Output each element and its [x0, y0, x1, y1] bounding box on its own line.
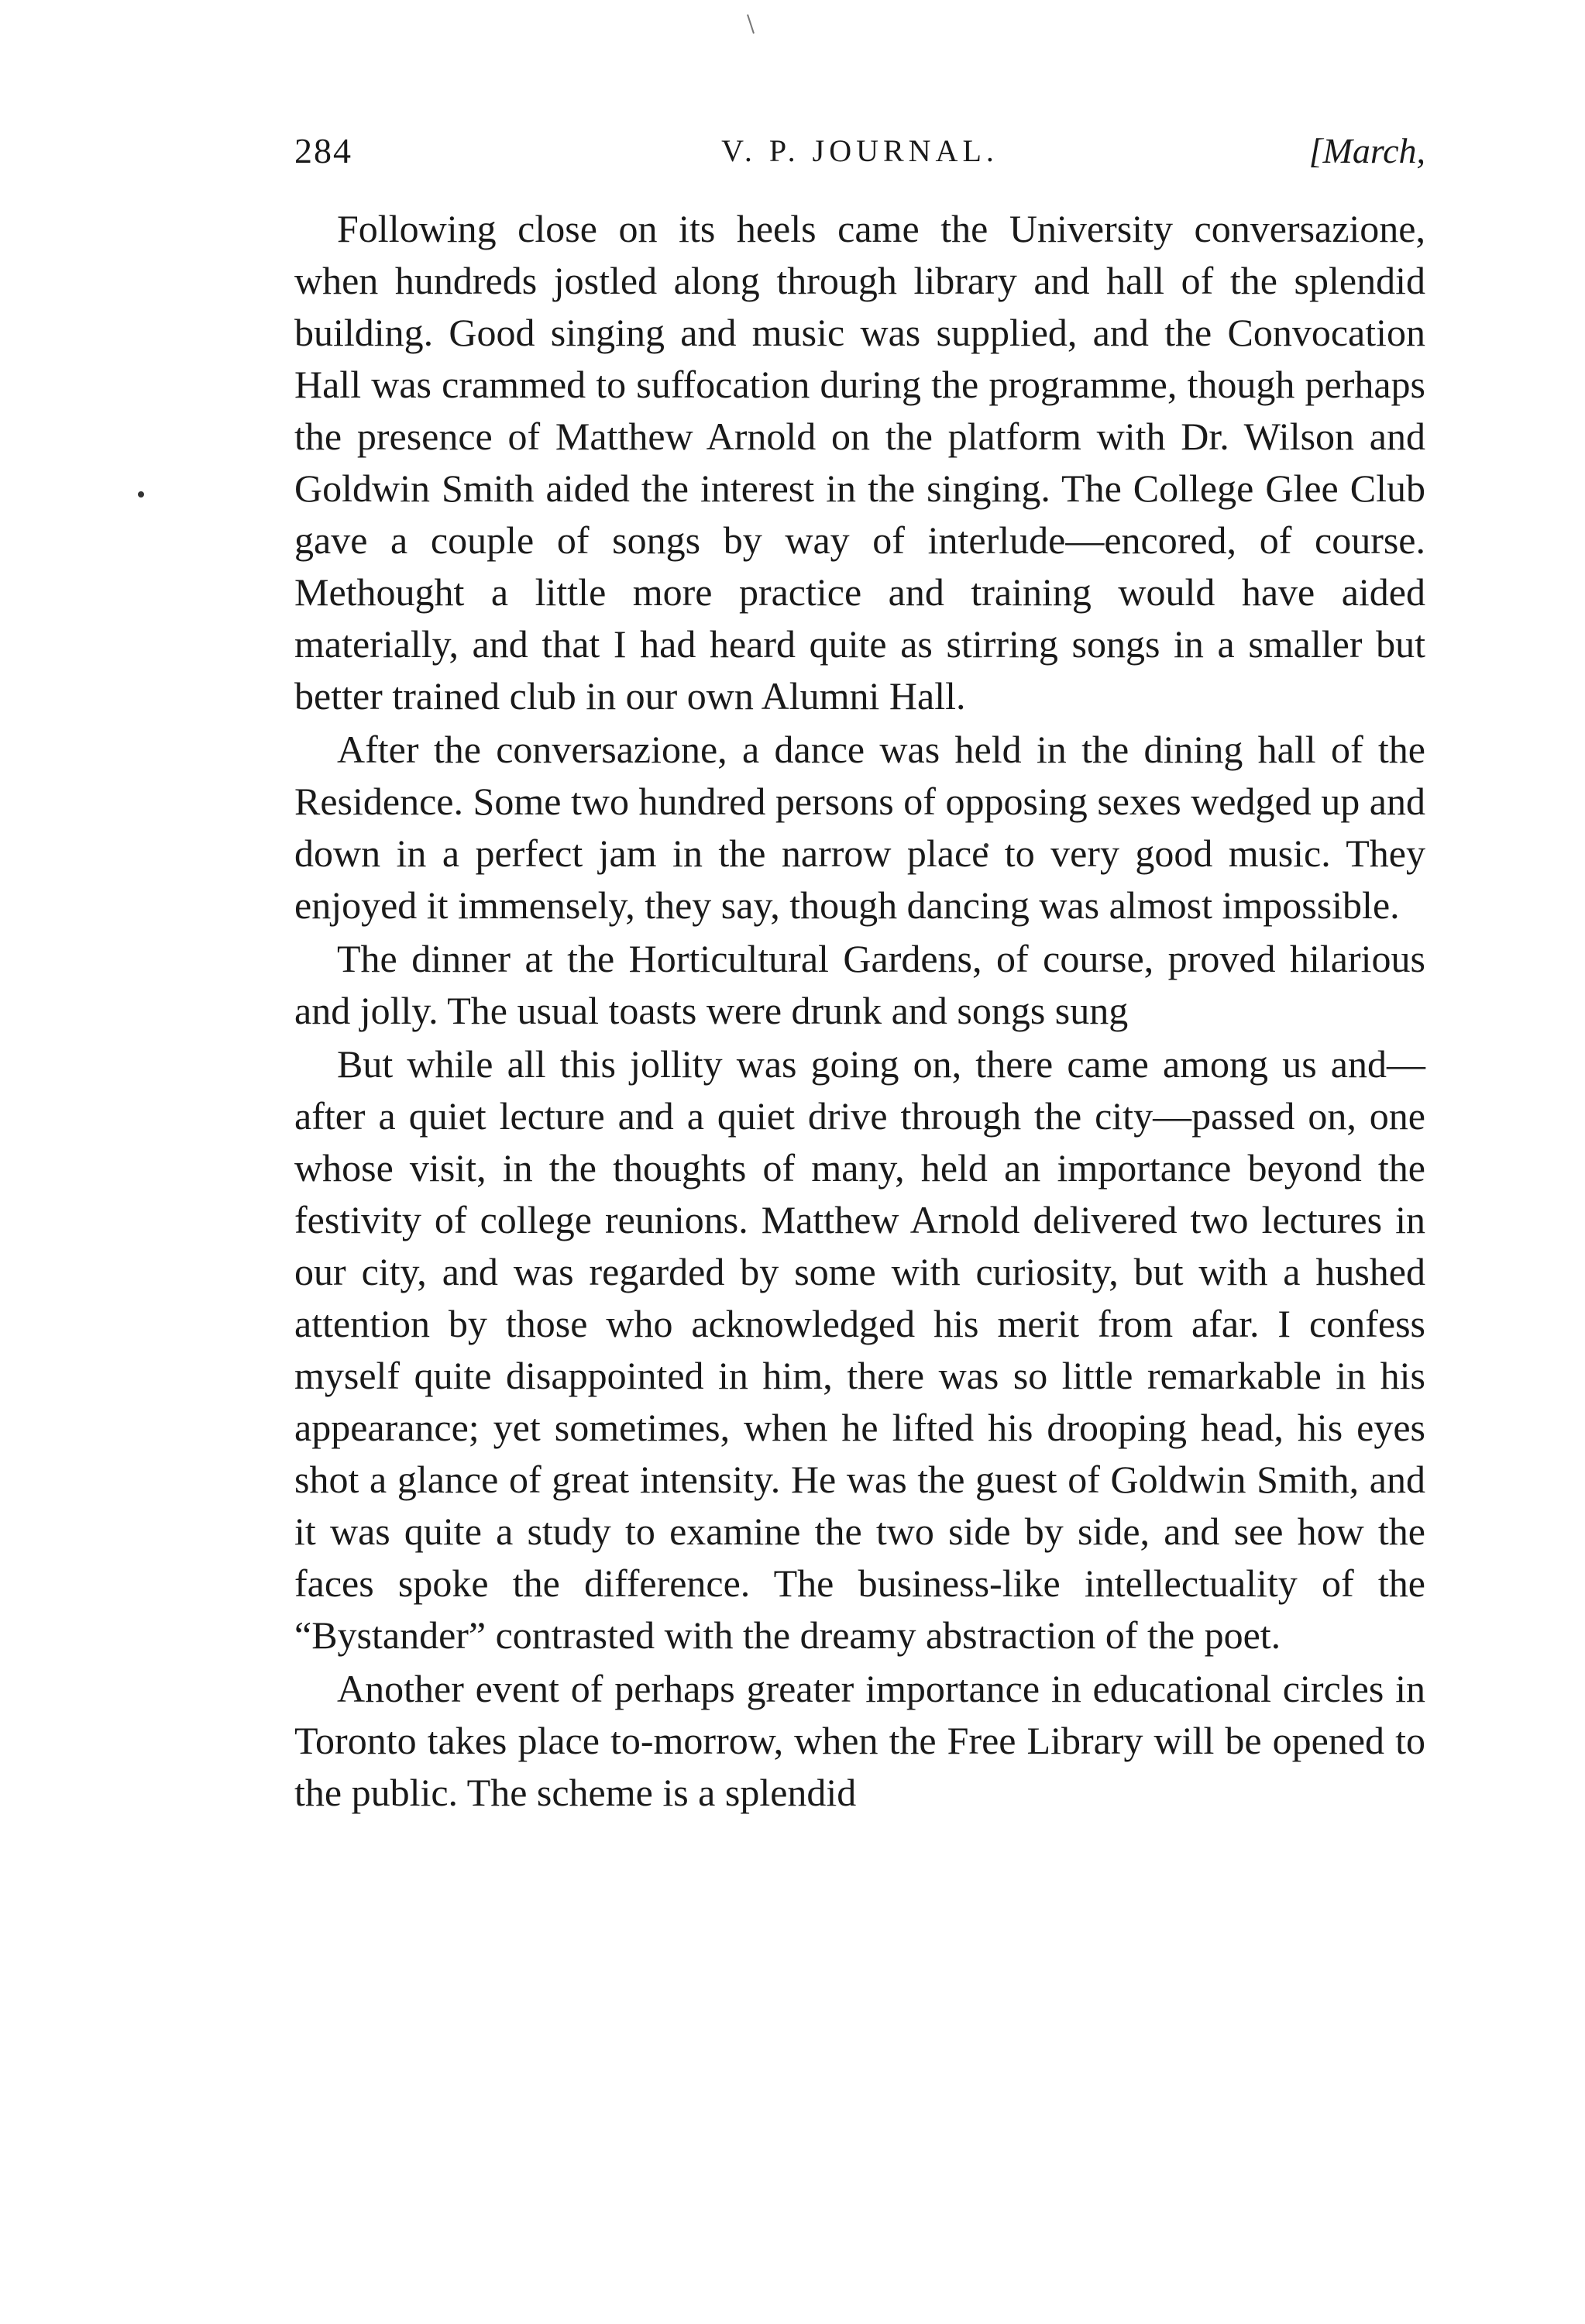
paragraph-dinner: The dinner at the Horticultural Gardens, of course, proved hilarious and jolly. The usual toasts were drunk and songs sung — [294, 937, 1425, 1032]
page-header — [294, 116, 1425, 186]
paragraph-dance: After the conversazione, a dance was held in the dining hall of the Residence. Some two hundred persons of opposing sexes wedged up and down in a perfect jam in the narrow place to very good music. They enjoyed it immensely, they say, though dancing was almost impossible. — [294, 728, 1425, 927]
stray-ink-mark — [747, 14, 755, 33]
paragraph-free-library: Another event of perhaps greater importance in educational circles in Toronto takes place to-morrow, when the Free Library will be opened to the public. The scheme is a splendid — [294, 1667, 1425, 1814]
stray-dot-mark — [138, 491, 144, 498]
page-number: 284 — [294, 131, 352, 170]
month-label: [March, — [1308, 131, 1425, 170]
running-title: V. P. JOURNAL. — [721, 133, 999, 168]
paragraph-conversazione: Following close on its heels came the University conversazione, when hundreds jostled along through library and hall of the splendid building. Good singing and music was supplied, and the Convocation Hall was crammed to suffocation during the programme, though perhaps the presence of Matthew Arnold on the platform with Dr. Wilson and Goldwin Smith aided the interest in the singing. The College Glee Club gave a couple of songs by way of interlude—encored, of course. Methought a little more practice and training would have aided materially, and that I had heard quite as stirring songs in a smaller but better trained club in our own Alumni Hall. — [294, 207, 1425, 718]
paragraph-matthew-arnold: But while all this jollity was going on, there came among us and—after a quiet lecture and a quiet drive through the city—passed on, one whose visit, in the thoughts of many, held an importance beyond the festivity of college reunions. Matthew Arnold delivered two lectures in our city, and was regarded by some with curiosity, but with a hushed attention by those who acknowledged his merit from afar. I confess myself quite disappointed in him, there was so little remarkable in his appearance; yet sometimes, when he lifted his drooping head, his eyes shot a glance of great intensity. He was the guest of Goldwin Smith, and it was quite a study to examine the two side by side, and see how the faces spoke the difference. The business-like intellectuality of the “Bystander” contrasted with the dreamy abstraction of the poet. — [294, 1042, 1425, 1657]
article-body — [294, 203, 1425, 1819]
